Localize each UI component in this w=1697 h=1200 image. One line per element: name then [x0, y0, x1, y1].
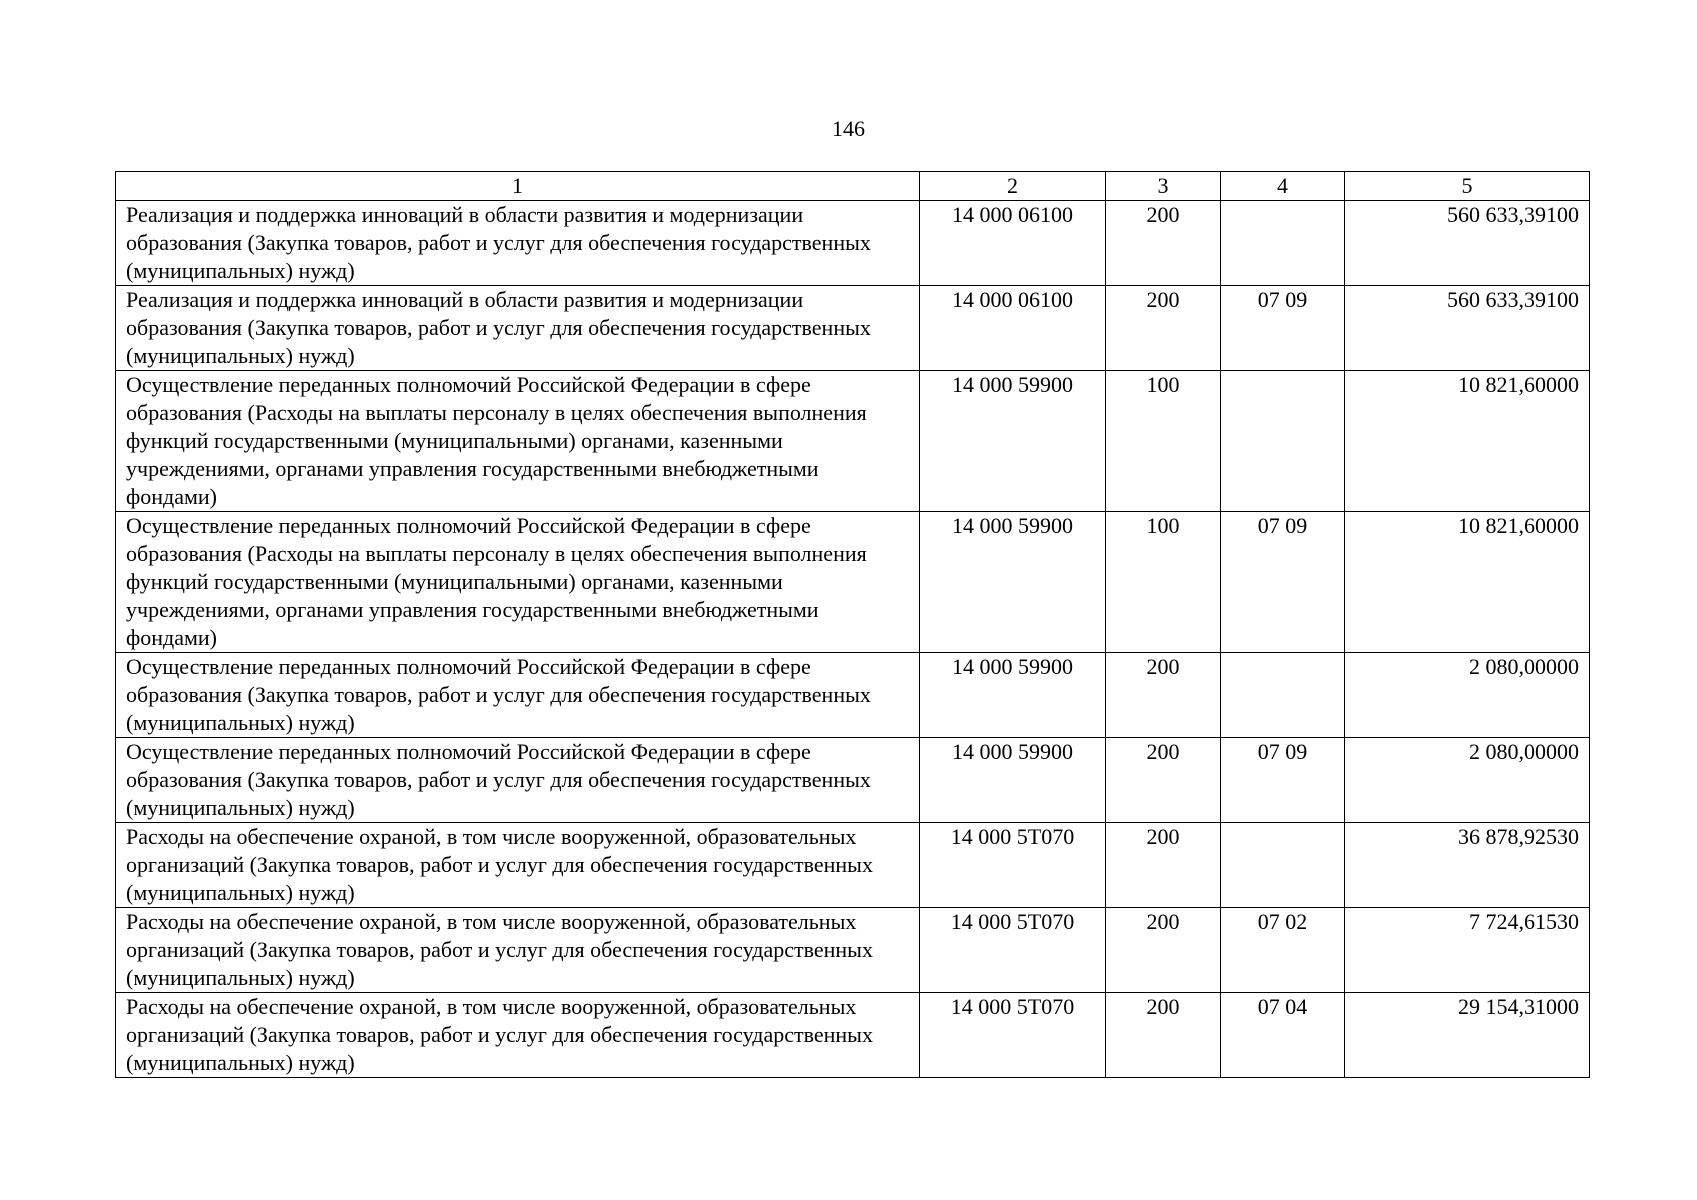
section-code: 07 04	[1221, 993, 1345, 1078]
budget-table	[115, 171, 1590, 1078]
expense-name: Реализация и поддержка инноваций в области развития и модернизации образования (Закупка товаров, работ и услуг для обеспечения государственных (муниципальных) нужд)	[116, 201, 920, 286]
table-row	[116, 371, 1590, 512]
expense-type: 200	[1106, 823, 1221, 908]
column-header-4: 4	[1221, 172, 1345, 201]
target-code: 14 000 5Т070	[920, 823, 1106, 908]
section-code	[1221, 653, 1345, 738]
expense-type: 200	[1106, 201, 1221, 286]
amount: 29 154,31000	[1345, 993, 1590, 1078]
target-code: 14 000 59900	[920, 371, 1106, 512]
column-header-2: 2	[920, 172, 1106, 201]
table-row	[116, 823, 1590, 908]
expense-type: 200	[1106, 738, 1221, 823]
expense-type: 200	[1106, 993, 1221, 1078]
amount: 10 821,60000	[1345, 371, 1590, 512]
amount: 560 633,39100	[1345, 286, 1590, 371]
table-row	[116, 653, 1590, 738]
column-header-1: 1	[116, 172, 920, 201]
amount: 2 080,00000	[1345, 653, 1590, 738]
table-row	[116, 908, 1590, 993]
target-code: 14 000 59900	[920, 653, 1106, 738]
expense-name: Реализация и поддержка инноваций в области развития и модернизации образования (Закупка товаров, работ и услуг для обеспечения государственных (муниципальных) нужд)	[116, 286, 920, 371]
column-header-3: 3	[1106, 172, 1221, 201]
section-code: 07 09	[1221, 738, 1345, 823]
target-code: 14 000 06100	[920, 286, 1106, 371]
expense-name: Осуществление переданных полномочий Российской Федерации в сфере образования (Расходы на выплаты персоналу в целях обеспечения выполнения функций государственными (муниципальными) органами, казенными учреждениями, органами управления государственными внебюджетными фондами)	[116, 371, 920, 512]
column-header-5: 5	[1345, 172, 1590, 201]
section-code: 07 02	[1221, 908, 1345, 993]
expense-name: Осуществление переданных полномочий Российской Федерации в сфере образования (Закупка товаров, работ и услуг для обеспечения государственных (муниципальных) нужд)	[116, 738, 920, 823]
table-row	[116, 201, 1590, 286]
amount: 7 724,61530	[1345, 908, 1590, 993]
expense-type: 200	[1106, 286, 1221, 371]
section-code: 07 09	[1221, 512, 1345, 653]
amount: 2 080,00000	[1345, 738, 1590, 823]
section-code	[1221, 201, 1345, 286]
table-row	[116, 286, 1590, 371]
target-code: 14 000 59900	[920, 738, 1106, 823]
amount: 560 633,39100	[1345, 201, 1590, 286]
expense-name: Расходы на обеспечение охраной, в том числе вооруженной, образовательных организаций (Закупка товаров, работ и услуг для обеспечения государственных (муниципальных) нужд)	[116, 908, 920, 993]
expense-type: 100	[1106, 371, 1221, 512]
section-code	[1221, 371, 1345, 512]
expense-name: Расходы на обеспечение охраной, в том числе вооруженной, образовательных организаций (Закупка товаров, работ и услуг для обеспечения государственных (муниципальных) нужд)	[116, 993, 920, 1078]
amount: 36 878,92530	[1345, 823, 1590, 908]
target-code: 14 000 59900	[920, 512, 1106, 653]
target-code: 14 000 5Т070	[920, 908, 1106, 993]
page-number: 146	[832, 116, 865, 141]
table-row	[116, 512, 1590, 653]
section-code: 07 09	[1221, 286, 1345, 371]
expense-type: 100	[1106, 512, 1221, 653]
expense-name: Осуществление переданных полномочий Российской Федерации в сфере образования (Закупка товаров, работ и услуг для обеспечения государственных (муниципальных) нужд)	[116, 653, 920, 738]
target-code: 14 000 5Т070	[920, 993, 1106, 1078]
target-code: 14 000 06100	[920, 201, 1106, 286]
table-row	[116, 738, 1590, 823]
expense-type: 200	[1106, 908, 1221, 993]
section-code	[1221, 823, 1345, 908]
expense-name: Осуществление переданных полномочий Российской Федерации в сфере образования (Расходы на выплаты персоналу в целях обеспечения выполнения функций государственными (муниципальными) органами, казенными учреждениями, органами управления государственными внебюджетными фондами)	[116, 512, 920, 653]
expense-name: Расходы на обеспечение охраной, в том числе вооруженной, образовательных организаций (Закупка товаров, работ и услуг для обеспечения государственных (муниципальных) нужд)	[116, 823, 920, 908]
amount: 10 821,60000	[1345, 512, 1590, 653]
expense-type: 200	[1106, 653, 1221, 738]
header-row	[116, 172, 1590, 201]
table-row	[116, 993, 1590, 1078]
